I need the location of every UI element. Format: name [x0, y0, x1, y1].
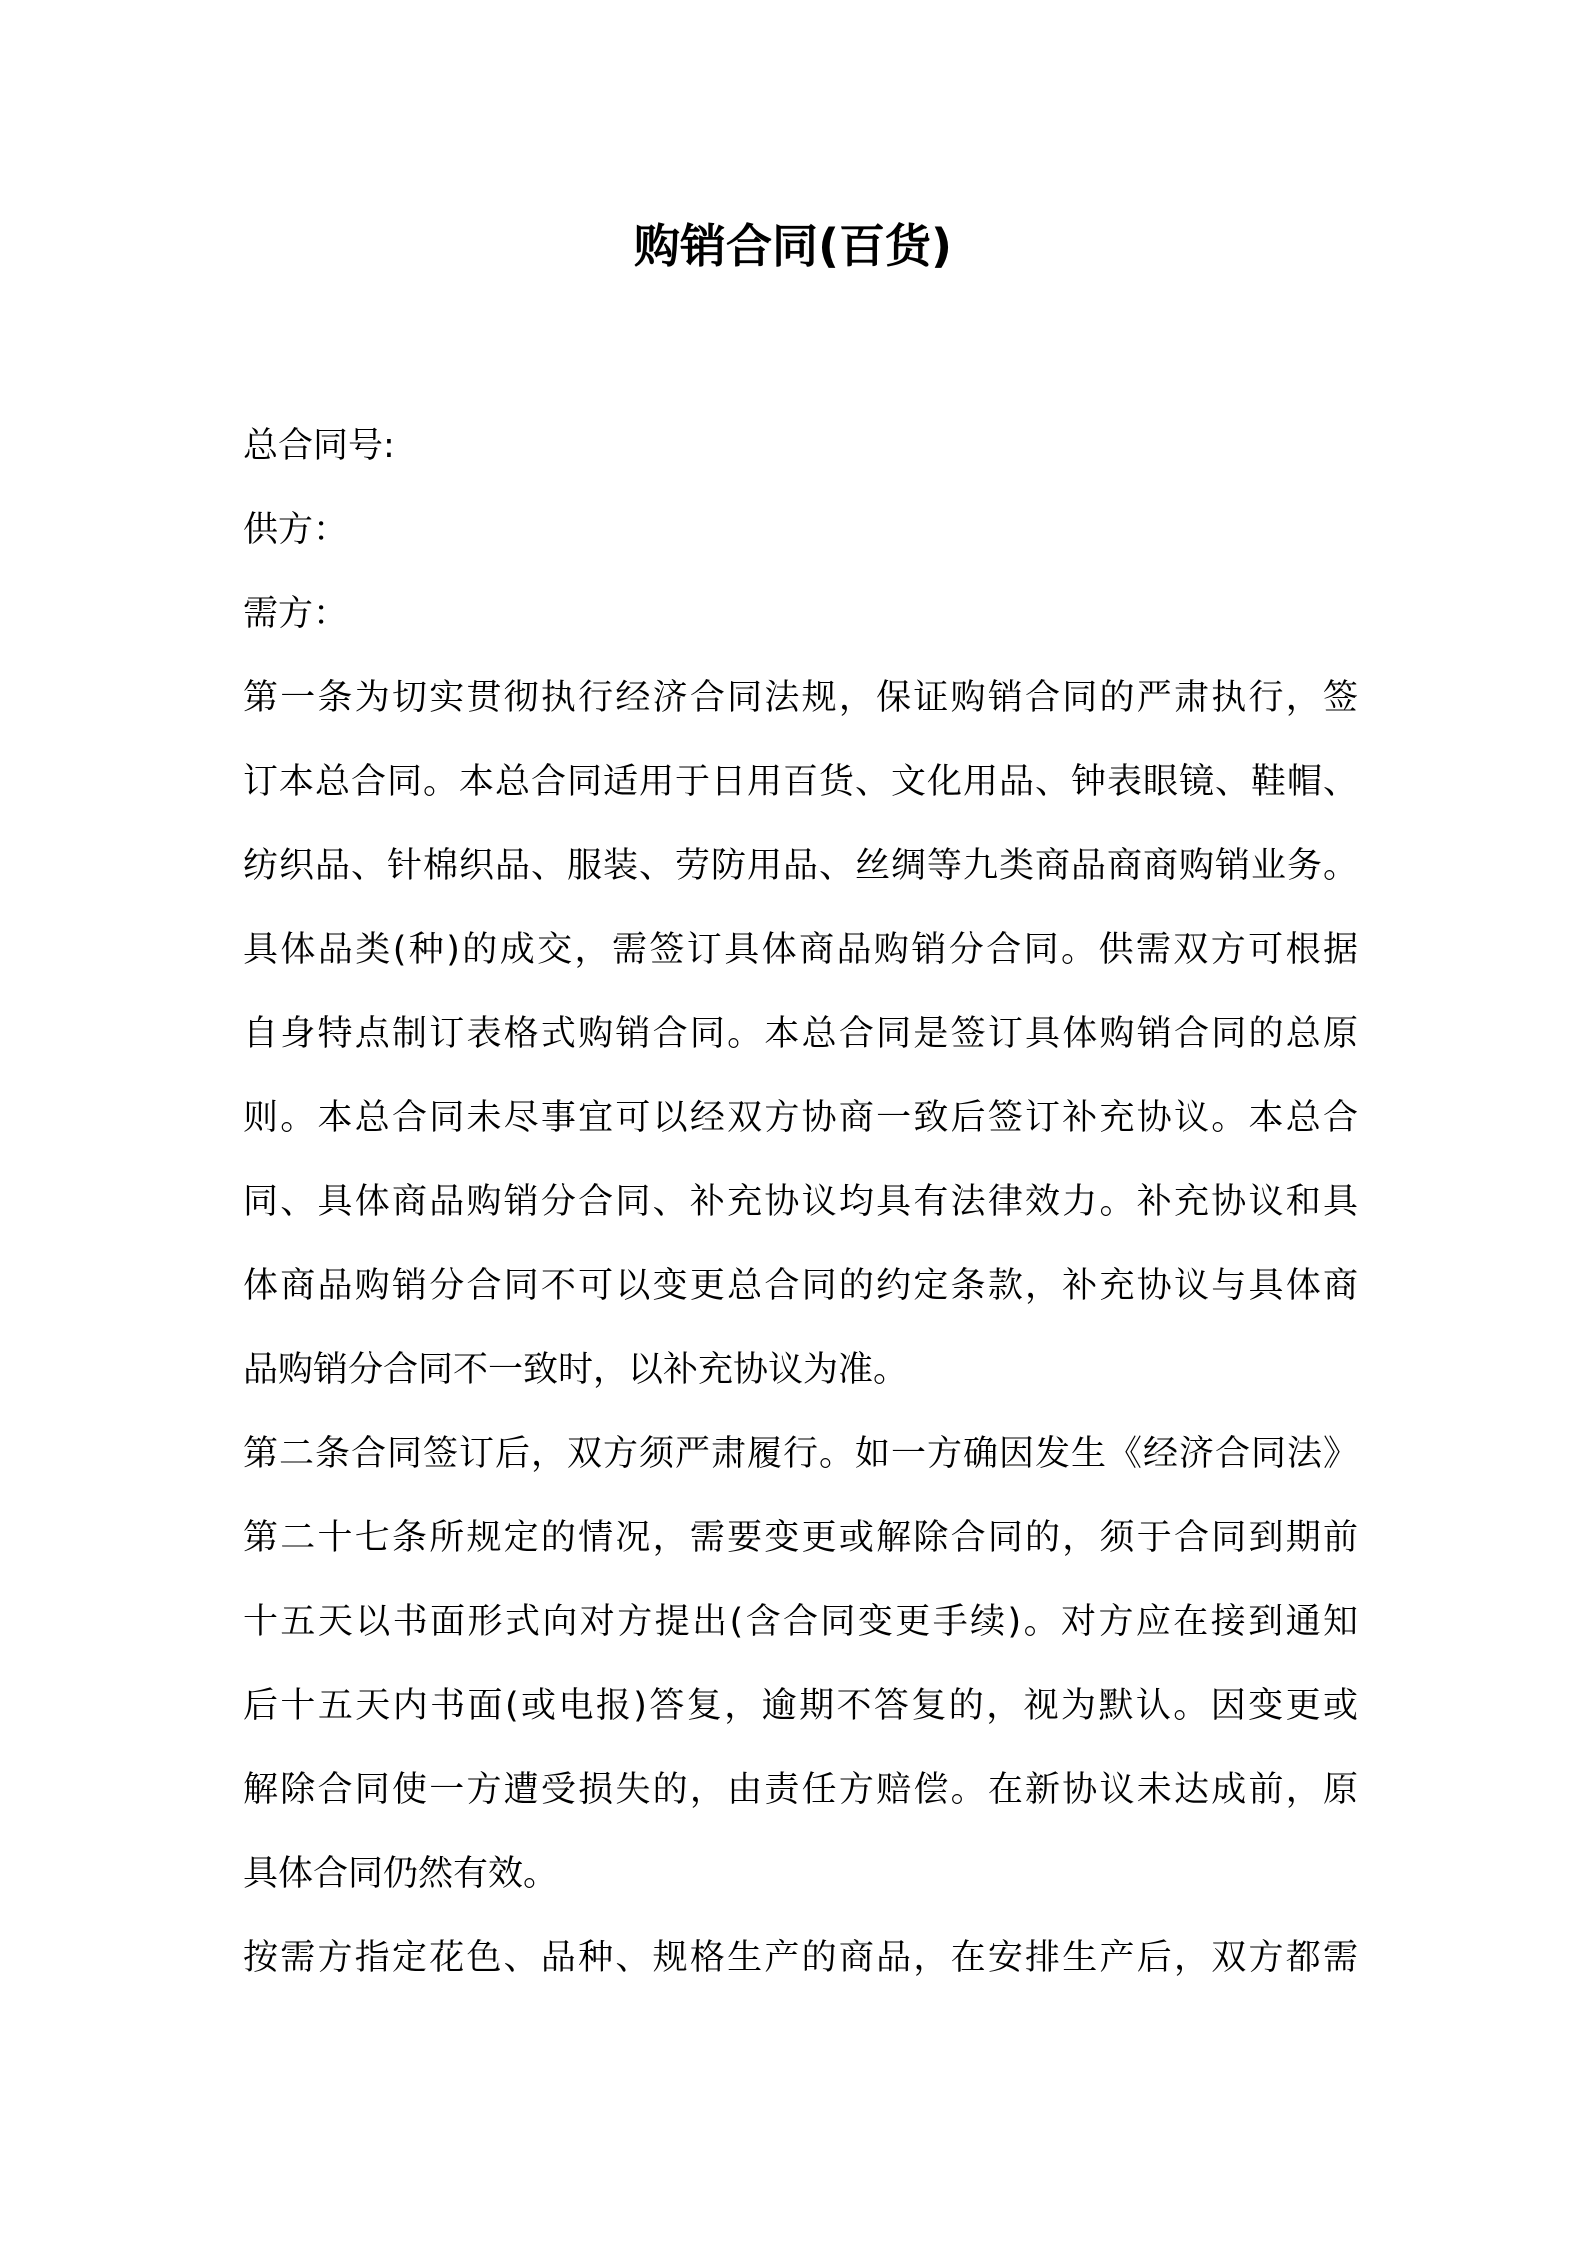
text-line: 同、具体商品购销分合同、补充协议均具有法律效力。补充协议和具	[243, 1182, 1358, 1222]
text-line: 体商品购销分合同不可以变更总合同的约定条款，补充协议与具体商	[243, 1266, 1358, 1306]
text-line: 订本总合同。本总合同适用于日用百货、文化用品、钟表眼镜、鞋帽、	[243, 762, 1358, 802]
field-contract-number: 总合同号:	[243, 426, 395, 466]
text-line: 解除合同使一方遭受损失的，由责任方赔偿。在新协议未达成前，原	[243, 1770, 1358, 1810]
field-buyer: 需方：	[243, 594, 349, 634]
text-line: 后十五天内书面(或电报)答复，逾期不答复的，视为默认。因变更或	[243, 1686, 1358, 1726]
text-line: 品购销分合同不一致时，以补充协议为准。	[243, 1350, 909, 1390]
text-line: 十五天以书面形式向对方提出(含合同变更手续)。对方应在接到通知	[243, 1602, 1358, 1642]
text-line: 第一条为切实贯彻执行经济合同法规，保证购销合同的严肃执行，签	[243, 678, 1358, 718]
page-title: 购销合同(百货)	[633, 219, 953, 273]
text-line: 具体合同仍然有效。	[243, 1854, 559, 1894]
text-line: 第二条合同签订后，双方须严肃履行。如一方确因发生《经济合同法》	[243, 1434, 1358, 1474]
text-line: 第二十七条所规定的情况，需要变更或解除合同的，须于合同到期前	[243, 1518, 1358, 1558]
text-line: 自身特点制订表格式购销合同。本总合同是签订具体购销合同的总原	[243, 1014, 1358, 1054]
text-line: 纺织品、针棉织品、服装、劳防用品、丝绸等九类商品商商购销业务。	[243, 846, 1358, 886]
text-line: 则。本总合同未尽事宜可以经双方协商一致后签订补充协议。本总合	[243, 1098, 1358, 1138]
text-line: 具体品类(种)的成交，需签订具体商品购销分合同。供需双方可根据	[243, 930, 1358, 970]
text-line: 按需方指定花色、品种、规格生产的商品，在安排生产后，双方都需	[243, 1938, 1358, 1978]
field-supplier: 供方：	[243, 510, 349, 550]
contract-body	[243, 404, 1358, 2000]
